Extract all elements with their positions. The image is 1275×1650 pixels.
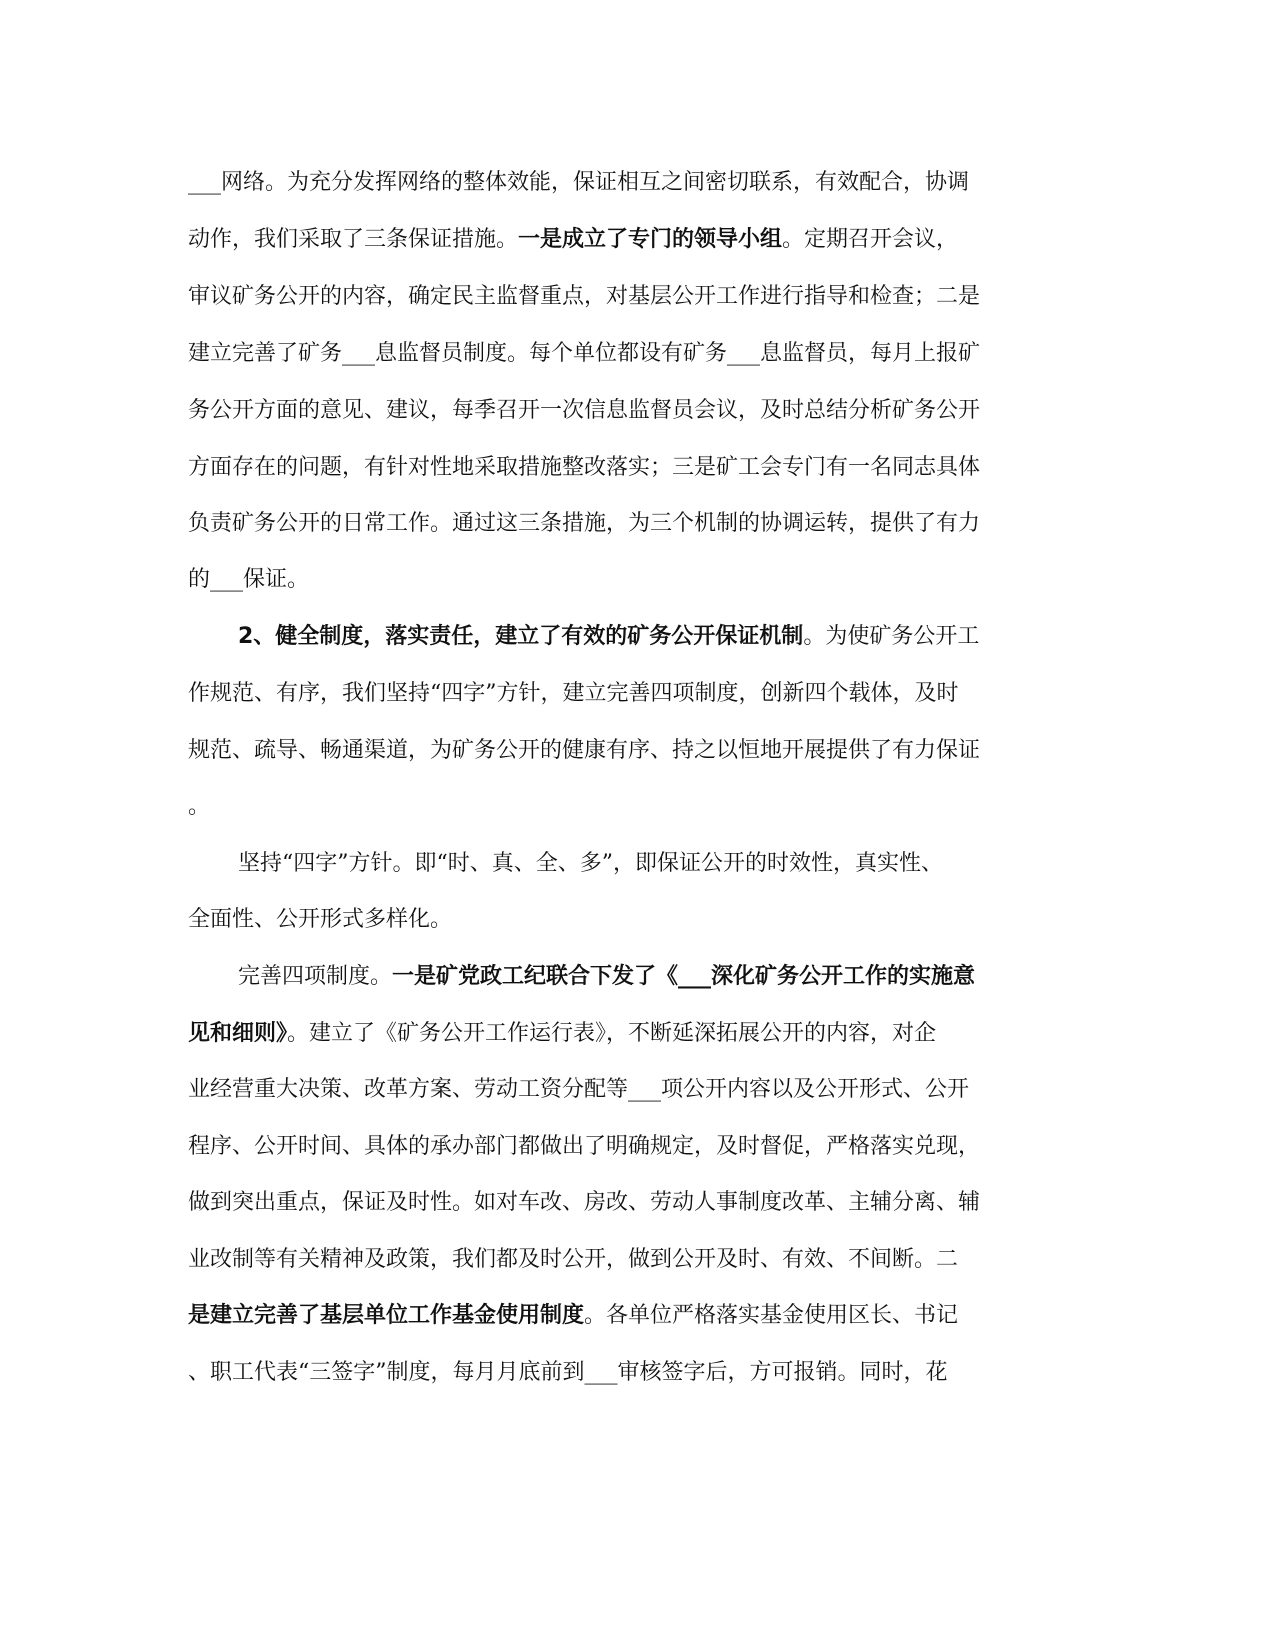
paragraph-line [188,736,1088,766]
paragraph-line [188,168,1088,198]
text-run: 作规范、有序，我们坚持“四字”方针，建立完善四项制度，创新四个载体，及时 [188,681,959,706]
text-run: 业改制等有关精神及政策，我们都及时公开，做到公开及时、有效、不间断。二 [188,1247,959,1272]
bold-text-run: 一是矿党政工纪联合下发了《___深化矿务公开工作的实施意 [392,964,976,989]
text-run: 做到突出重点，保证及时性。如对车改、房改、劳动人事制度改革、主辅分离、辅 [188,1190,981,1215]
paragraph-line [188,1019,1088,1049]
paragraph-line [188,1245,1088,1275]
paragraph-line [188,565,1088,595]
paragraph-line [188,1132,1088,1162]
text-run: 完善四项制度。 [238,964,393,989]
text-run: 。各单位严格落实基金使用区长、书记 [584,1303,959,1328]
text-run: 。 [188,794,211,819]
text-run: 。为使矿务公开工 [803,624,980,649]
paragraph-line [188,679,1088,709]
text-run: 坚持“四字”方针。即“时、真、全、多”，即保证公开的时效性，真实性、 [238,851,943,876]
bold-text-run: 一是成立了专门的领导小组 [518,227,783,252]
text-run: 规范、疏导、畅通渠道，为矿务公开的健康有序、持之以恒地开展提供了有力保证 [188,738,981,763]
text-run: 的___保证。 [188,567,310,592]
section-heading-line [238,622,1138,652]
paragraph-line [188,225,1088,255]
paragraph-line [238,962,1138,992]
paragraph-line [188,1188,1088,1218]
paragraph-line [188,1075,1088,1105]
text-run: 建立完善了矿务___息监督员制度。每个单位都设有矿务___息监督员，每月上报矿 [188,341,981,366]
paragraph-line [188,905,1088,935]
text-run: 程序、公开时间、具体的承办部门都做出了明确规定，及时督促，严格落实兑现， [188,1134,981,1159]
paragraph-line [188,1358,1088,1388]
text-run: 审议矿务公开的内容，确定民主监督重点，对基层公开工作进行指导和检查；二是 [188,284,981,309]
bold-text-run: 是建立完善了基层单位工作基金使用制度 [188,1303,585,1328]
paragraph-line [188,453,1088,483]
paragraph-line [188,396,1088,426]
bold-text-run: 2、健全制度，落实责任，建立了有效的矿务公开保证机制 [238,624,804,649]
text-run: 务公开方面的意见、建议，每季召开一次信息监督员会议，及时总结分析矿务公开 [188,398,981,423]
text-run: 方面存在的问题，有针对性地采取措施整改落实；三是矿工会专门有一名同志具体 [188,455,981,480]
paragraph-line [188,1301,1088,1331]
text-run: 负责矿务公开的日常工作。通过这三条措施，为三个机制的协调运转，提供了有力 [188,511,981,536]
paragraph-line [188,509,1088,539]
text-run: 。定期召开会议， [782,227,959,252]
paragraph-line [188,792,1088,822]
text-run: 动作，我们采取了三条保证措施。 [188,227,519,252]
paragraph-line [188,282,1088,312]
paragraph-line [188,339,1088,369]
bold-text-run: 见和细则》 [188,1021,288,1046]
text-run: 业经营重大决策、改革方案、劳动工资分配等___项公开内容以及公开形式、公开 [188,1077,970,1102]
text-run: 、职工代表“三签字”制度，每月月底前到___审核签字后，方可报销。同时，花 [188,1360,948,1385]
text-run: ___网络。为充分发挥网络的整体效能，保证相互之间密切联系，有效配合，协调 [188,170,970,195]
text-run: 全面性、公开形式多样化。 [188,907,453,932]
paragraph-line [238,849,1138,879]
text-run: 。建立了《矿务公开工作运行表》，不断延深拓展公开的内容，对企 [287,1021,937,1046]
